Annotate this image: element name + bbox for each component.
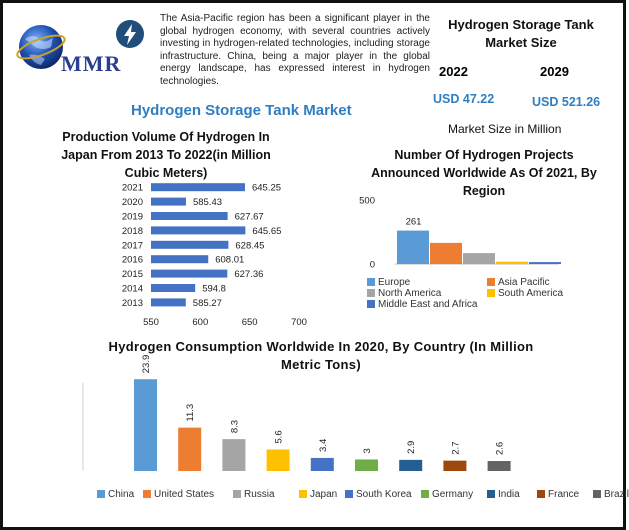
bar-2020 (151, 198, 186, 206)
legend-label: India (498, 489, 520, 500)
data-label: 2.6 (494, 441, 506, 456)
data-label: 2.7 (450, 441, 462, 455)
bar-france (443, 461, 466, 471)
intro-paragraph: The Asia-Pacific region has been a significant player in the global hydrogen economy, with several countries actively investing in hydrogen-related technologies, including storage infrastructure. China, being a major player in the global energy landscape, has expressed interest in hydrogen technologies. (160, 13, 430, 87)
legend-swatch (537, 490, 545, 498)
legend-label: Brazil (604, 489, 629, 500)
legend-swatch (367, 289, 375, 297)
legend-label: South America (498, 288, 564, 299)
bar-2013 (151, 298, 186, 306)
legend-item-germany (421, 489, 473, 500)
logo-text: MMR (61, 51, 122, 76)
legend-label: Russia (244, 489, 275, 500)
hydrogen-projects-legend (367, 277, 597, 313)
category-label: 2016 (121, 254, 143, 266)
lightning-bolt-icon (115, 19, 145, 49)
legend-label: Japan (310, 489, 338, 500)
category-label: 2020 (121, 197, 143, 209)
legend-label: Middle East and Africa (378, 299, 478, 310)
value-label: 645.65 (252, 225, 282, 237)
legend-item-asia-pacific (487, 277, 550, 288)
market-value-2022: USD 47.22 (433, 92, 495, 106)
legend-swatch (593, 490, 601, 498)
data-label: 2.9 (406, 440, 418, 454)
category-label: 2018 (121, 225, 143, 237)
legend-swatch (487, 289, 495, 297)
legend-swatch (367, 300, 375, 308)
bar-india (399, 460, 422, 471)
bar-2014 (151, 284, 195, 292)
bar-2015 (151, 270, 227, 278)
market-value-2029: USD 521.26 (532, 95, 601, 109)
legend-item-brazil (593, 489, 629, 500)
value-label: 645.25 (251, 182, 282, 194)
legend-swatch (421, 490, 429, 498)
bar-russia (222, 439, 245, 471)
value-label: 627.36 (234, 269, 264, 281)
bar-asia-pacific (430, 243, 462, 264)
bar-2019 (151, 212, 228, 220)
legend-swatch (233, 490, 241, 498)
bar-china (134, 379, 157, 471)
legend-swatch (487, 278, 495, 286)
x-tick-label: 700 (291, 317, 307, 328)
data-label: 8.3 (229, 419, 241, 434)
legend-label: Germany (432, 489, 474, 500)
data-label: 3 (362, 448, 373, 454)
data-label: 261 (405, 216, 422, 228)
value-label: 608.01 (215, 254, 245, 266)
legend-item-france (537, 489, 579, 500)
legend-swatch (299, 490, 307, 498)
bar-brazil (488, 461, 511, 471)
legend-label: Asia Pacific (498, 277, 550, 288)
bar-germany (355, 459, 378, 471)
y-tick-label: 0 (369, 259, 375, 271)
consumption-chart-title: Hydrogen Consumption Worldwide In 2020, By Country (In Million Metric Tons) (108, 339, 534, 372)
y-tick-label: 500 (359, 195, 375, 207)
legend-item-china (97, 489, 134, 500)
category-label: 2014 (121, 283, 143, 295)
value-label: 585.27 (192, 297, 222, 309)
market-title: Hydrogen Storage Tank Market (131, 102, 352, 119)
legend-item-india (487, 489, 520, 500)
legend-item-middle-east-and-africa (367, 299, 478, 310)
consumption-legend (97, 489, 629, 505)
bar-europe (397, 231, 429, 264)
value-label: 627.67 (234, 211, 264, 223)
bar-japan (267, 449, 290, 471)
year-2029-label: 2029 (540, 64, 569, 79)
legend-swatch (143, 490, 151, 498)
bar-2018 (151, 226, 245, 234)
value-label: 585.43 (192, 197, 223, 209)
x-tick-label: 600 (192, 317, 209, 328)
bar-2016 (151, 255, 208, 263)
data-label: 23.9 (141, 354, 152, 374)
legend-label: North America (378, 288, 442, 299)
legend-item-europe (367, 277, 410, 288)
legend-item-japan (299, 489, 337, 500)
value-label: 628.45 (235, 240, 265, 252)
legend-item-south-america (487, 288, 563, 299)
market-size-title: Hydrogen Storage Tank Market Size (448, 17, 594, 50)
legend-label: United States (154, 489, 215, 500)
data-label: 3.4 (317, 438, 329, 452)
legend-swatch (345, 490, 353, 498)
legend-item-united-states (143, 489, 214, 500)
data-label: 5.6 (273, 430, 285, 444)
japan-production-chart-title: Production Volume Of Hydrogen In Japan From 2013 To 2022(in Million Cubic Meters) (61, 130, 271, 180)
legend-swatch (97, 490, 105, 498)
category-label: 2021 (121, 182, 143, 194)
category-label: 2019 (121, 211, 143, 223)
value-label: 594.8 (202, 283, 226, 295)
globe-logo-icon (15, 17, 67, 77)
legend-item-russia (233, 489, 275, 500)
legend-label: France (548, 489, 580, 500)
year-2022-label: 2022 (439, 64, 468, 79)
japan-production-chart (103, 175, 343, 333)
bar-middle-east-and-africa (529, 262, 561, 264)
legend-swatch (487, 490, 495, 498)
legend-swatch (367, 278, 375, 286)
legend-label: China (108, 489, 135, 500)
bar-south-america (496, 262, 528, 264)
bar-united-states (178, 428, 201, 471)
hydrogen-projects-chart-title: Number Of Hydrogen Projects Announced Worldwide As Of 2021, By Region (371, 148, 597, 198)
legend-label: Europe (378, 277, 411, 288)
data-label: 11.3 (185, 403, 197, 422)
category-label: 2015 (121, 269, 143, 281)
bar-south-korea (311, 458, 334, 471)
bar-2017 (151, 241, 228, 249)
legend-item-north-america (367, 288, 441, 299)
x-tick-label: 550 (143, 317, 159, 328)
legend-label: South Korea (356, 489, 412, 500)
bar-north-america (463, 253, 495, 264)
market-size-unit: Market Size in Million (448, 122, 562, 136)
bar-2021 (151, 183, 245, 191)
x-tick-label: 650 (241, 317, 258, 328)
category-label: 2013 (121, 297, 143, 309)
category-label: 2017 (121, 240, 143, 252)
hydrogen-projects-chart (347, 191, 567, 273)
legend-item-south-korea (345, 489, 412, 500)
